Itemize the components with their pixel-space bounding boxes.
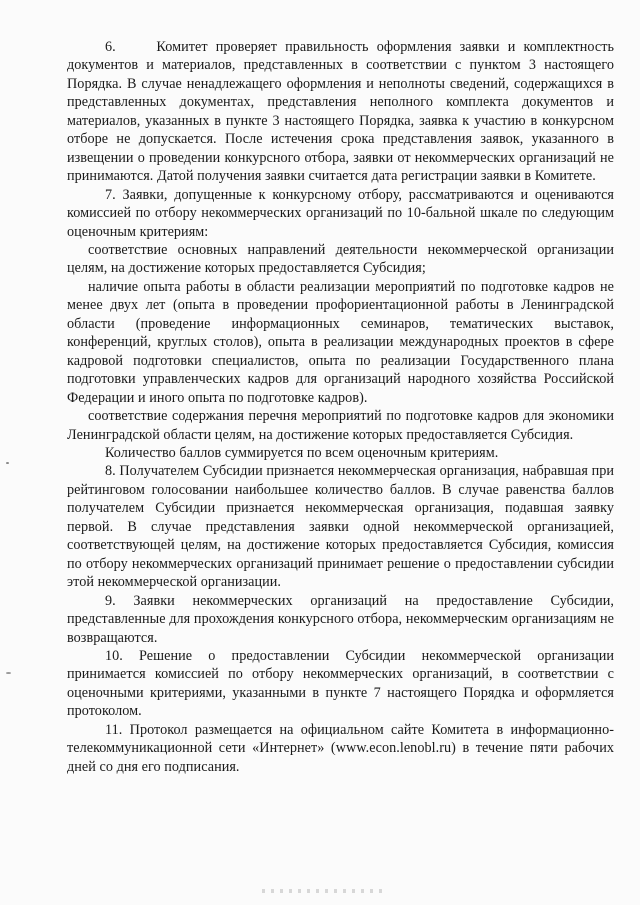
paragraph-9: 9. Заявки некоммерческих организаций на предоставление Субсидии, представленные для прохождения конкурсного отбора, некоммерческим организациям не возвращаются. xyxy=(67,592,614,646)
paragraph-10: 10. Решение о предоставлении Субсидии некоммерческой организации принимается комиссией по отбору некоммерческих организаций, в соответствии с оценочными критериями, указанными в пункте 7 настоящего Порядка и оформляется протоколом. xyxy=(67,647,614,720)
paragraph-8: 8. Получателем Субсидии признается некоммерческая организация, набравшая при рейтинговом голосовании наибольшее количество баллов. В случае равенства баллов получателем Субсидии признается некоммерческая организация, подавшая заявку первой. В случае представления заявки одной некоммерческой организацией, соответствующей целям, на достижение которых предоставляется Субсидия, комиссия по отбору некоммерческих организаций принимает решение о предоставлении субсидии этой некоммерческой организации. xyxy=(67,463,614,591)
scan-speck xyxy=(6,462,9,464)
criterion-3: соответствие содержания перечня мероприятий по подготовке кадров для экономики Ленинградской области целям, на достижение которых предоставляется Субсидия. xyxy=(67,408,614,443)
criterion-1: соответствие основных направлений деятельности некоммерческой организации целям, на достижение которых предоставляется Субсидия; xyxy=(67,241,614,277)
score-summary: Количество баллов суммируется по всем оценочным критериям. xyxy=(105,444,499,461)
paragraph-6: 6. Комитет проверяет правильность оформления заявки и комплектность документов и материалов, представленных в соответствии с пунктом 3 настоящего Порядка. В случае ненадлежащего оформления и неполноты сведений, содержащихся в представленных документах, представления неполного комплекта документов и материалов, указанных в пункте 3 настоящего Порядка, заявка к участию в конкурсном отборе не допускается. После истечения срока представления заявок, указанного в извещении о проведении конкурсного отбора, заявки от некоммерческих организаций не принимаются. Датой получения заявки считается дата регистрации заявки в Комитете. xyxy=(67,39,614,185)
paragraph-11: 11. Протокол размещается на официальном сайте Комитета в информационно-телекоммуникационной сети «Интернет» (www.econ.lenobl.ru) в течение пяти рабочих дней со дня его подписания. xyxy=(67,721,614,775)
scan-bottom-marks xyxy=(262,889,382,893)
scan-speck xyxy=(6,672,11,674)
document-body xyxy=(67,38,614,776)
paragraph-7: 7. Заявки, допущенные к конкурсному отбору, рассматриваются и оцениваются комиссией по отбору некоммерческих организаций по 10-бальной шкале по следующим оценочным критериям: xyxy=(67,186,614,240)
criterion-2: наличие опыта работы в области реализации мероприятий по подготовке кадров не менее двух лет (опыта в проведении профориентационной работы в Ленинградской области (проведение информационных семинаров, тематических выставок, конференций, круглых столов), опыта в реализации международных проектов в сфере кадровой подготовки специалистов, опыта по реализации Государственного плана подготовки управленческих кадров для организаций народного хозяйства Российской Федерации и иного опыта по подготовке кадров). xyxy=(67,278,614,406)
